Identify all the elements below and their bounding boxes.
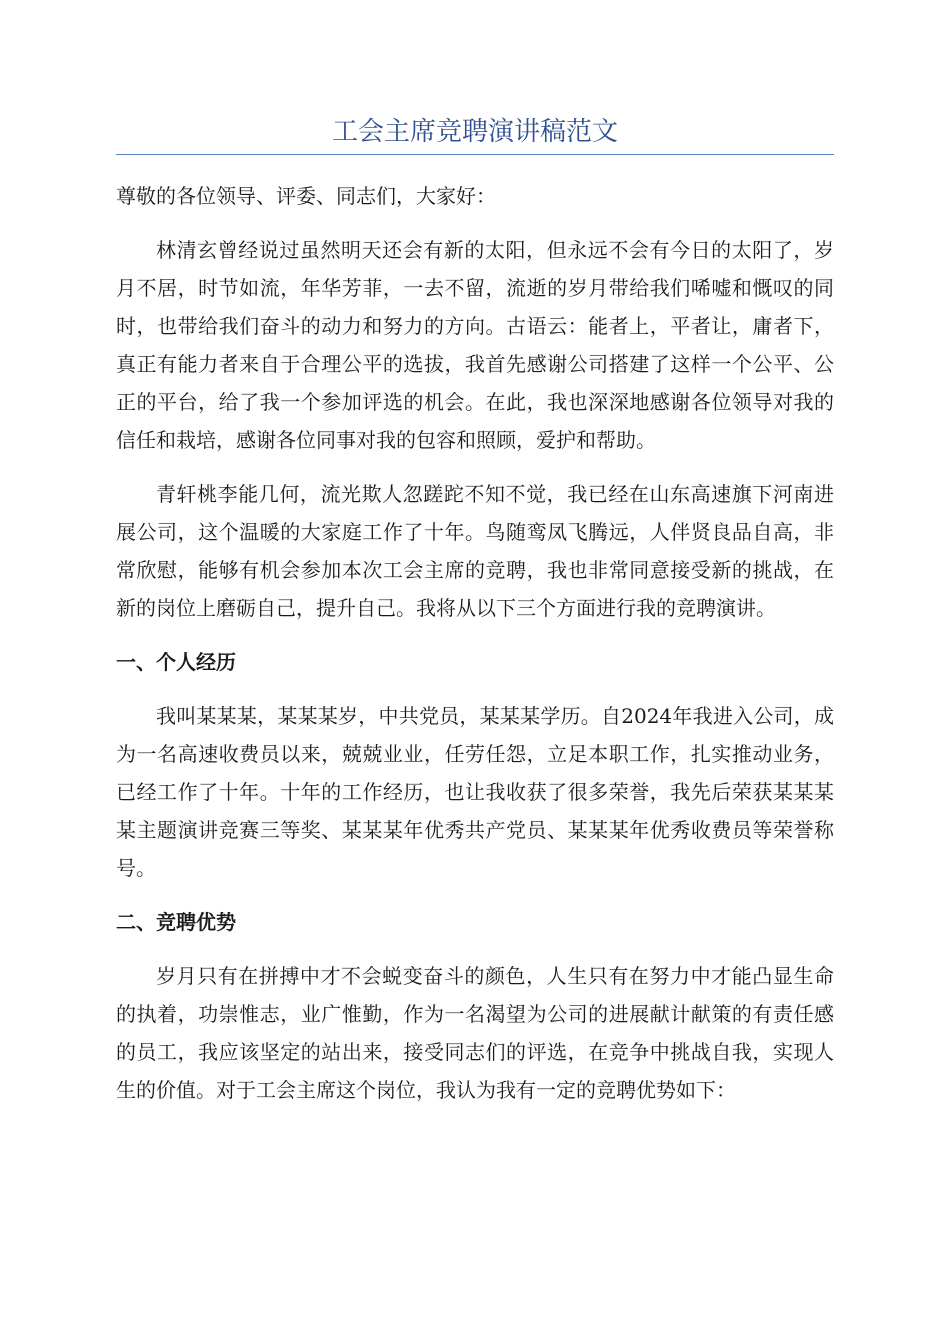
section-heading-advantages: 二、竞聘优势 <box>116 910 236 934</box>
intro-paragraph-1: 林清玄曾经说过虽然明天还会有新的太阳，但永远不会有今日的太阳了，岁月不居，时节如流，年华芳菲，一去不留，流逝的岁月带给我们唏嘘和慨叹的同时，也带给我们奋斗的动力和努力的方向。古语云：能者上，平者让，庸者下，真正有能力者来自于合理公平的选拔，我首先感谢公司搭建了这样一个公平、公正的平台，给了我一个参加评选的机会。在此，我也深深地感谢各位领导对我的信任和栽培，感谢各位同事对我的包容和照顾，爱护和帮助。 <box>116 238 834 452</box>
intro-paragraph-2: 青轩桃李能几何，流光欺人忽蹉跎不知不觉，我已经在山东高速旗下河南进展公司，这个温暖的大家庭工作了十年。鸟随鸾凤飞腾远，人伴贤良品自高，非常欣慰，能够有机会参加本次工会主席的竞聘，我也非常同意接受新的挑战，在新的岗位上磨砺自己，提升自己。我将从以下三个方面进行我的竞聘演讲。 <box>116 482 834 620</box>
spacer <box>116 941 834 957</box>
document-title: 工会主席竞聘演讲稿范文 <box>116 112 834 155</box>
spacer <box>116 215 834 231</box>
greeting-line: 尊敬的各位领导、评委、同志们，大家好： <box>116 184 496 208</box>
section-paragraph-advantages: 岁月只有在拼搏中才不会蜕变奋斗的颜色，人生只有在努力中才能凸显生命的执着，功崇惟志，业广惟勤，作为一名渴望为公司的进展献计献策的有责任感的员工，我应该坚定的站出来，接受同志们的评选，在竞争中挑战自我，实现人生的价值。对于工会主席这个岗位，我认为我有一定的竞聘优势如下： <box>116 964 834 1102</box>
spacer <box>116 627 834 643</box>
spacer <box>116 459 834 475</box>
spacer <box>116 887 834 903</box>
document-page <box>116 112 834 1109</box>
spacer <box>116 681 834 697</box>
section-heading-personal-experience: 一、个人经历 <box>116 650 236 674</box>
section-paragraph-personal-experience: 我叫某某某，某某某岁，中共党员，某某某学历。自2024年我进入公司，成为一名高速收费员以来，兢兢业业，任劳任怨，立足本职工作，扎实推动业务，已经工作了十年。十年的工作经历，也让我收获了很多荣誉，我先后荣获某某某某主题演讲竞赛三等奖、某某某年优秀共产党员、某某某年优秀收费员等荣誉称号。 <box>116 704 834 880</box>
